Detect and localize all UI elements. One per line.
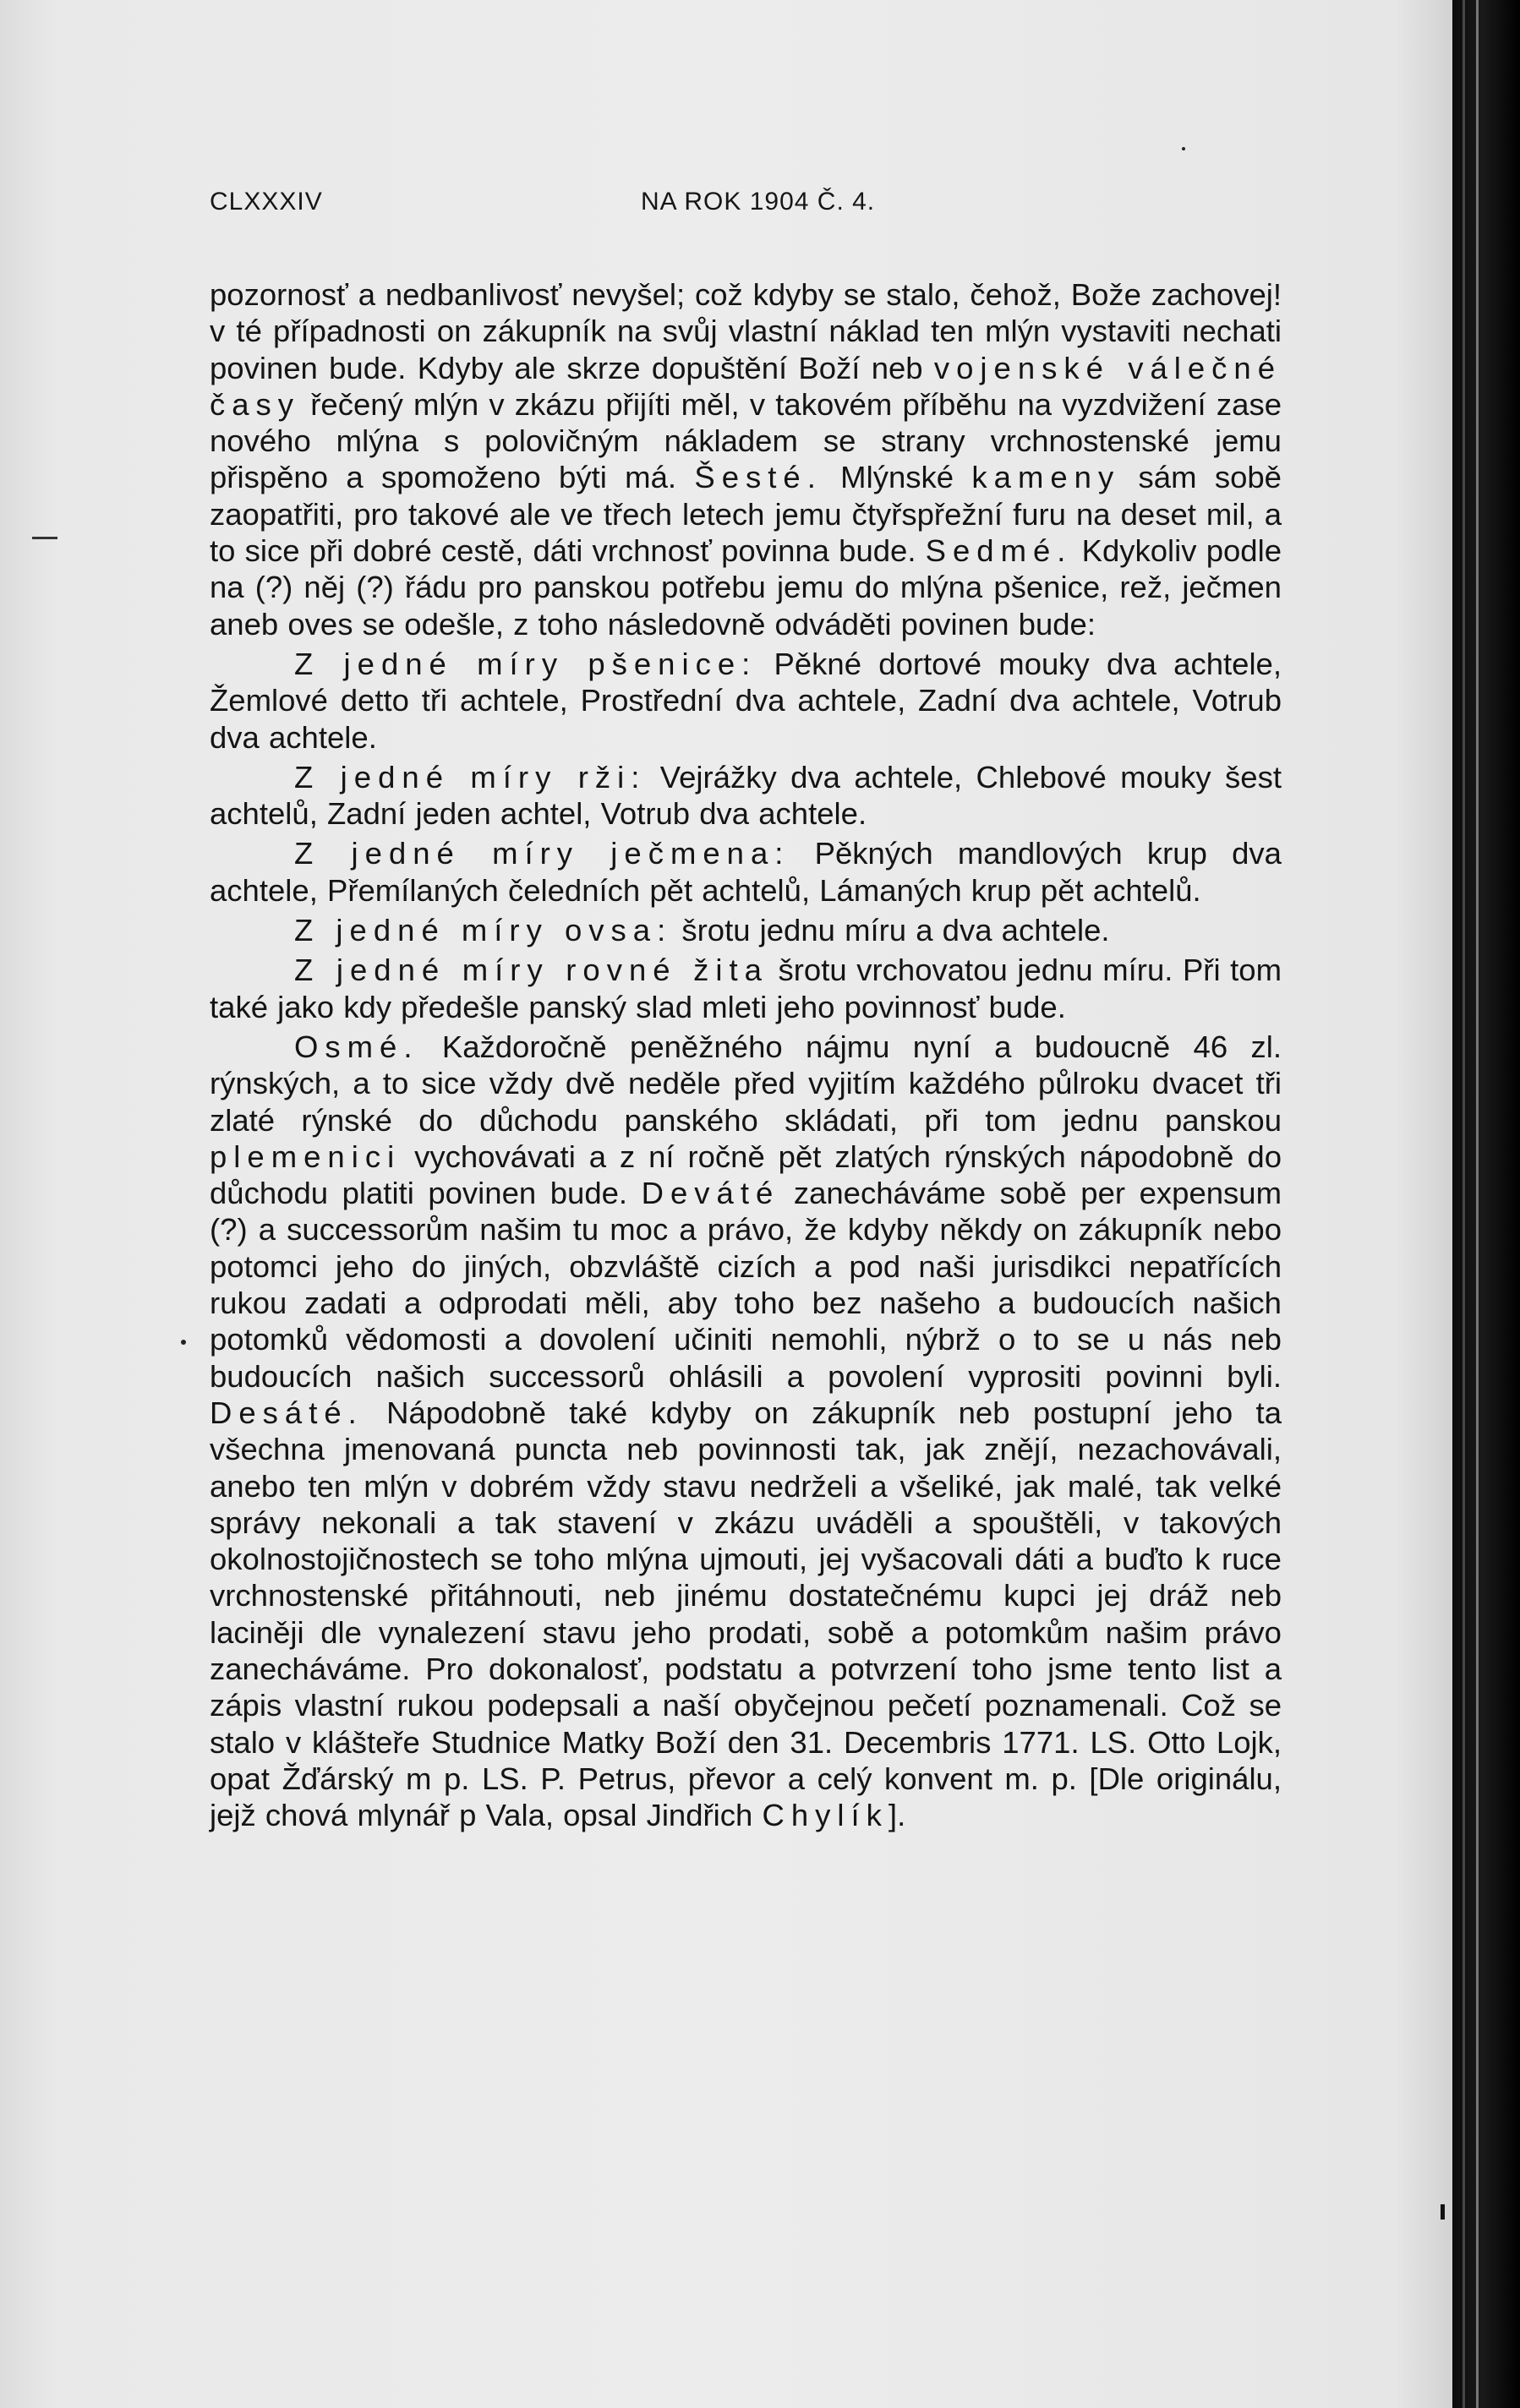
paragraph [210, 646, 1282, 756]
spaced-emphasis: Z jedné míry rovné žita [294, 953, 768, 988]
spaced-emphasis: Desáté. [210, 1395, 364, 1430]
paragraph [210, 276, 1282, 642]
paragraph [210, 759, 1282, 833]
spaced-emphasis: kameny [971, 460, 1121, 495]
text-run: řečený mlýn v zkázu přijíti měl, v takovém příběhu na vyzdvižení zase nového mlýna s polovičným nákladem se strany vrchnostenské jemu přispěno a spomoženo býti má. [210, 386, 1282, 495]
margin-mark [1441, 2204, 1445, 2220]
page-number: CLXXXIV [210, 188, 323, 216]
spaced-emphasis: Z jedné míry rži: [294, 759, 647, 794]
text-run: Vejrážky dva achtele, Chlebové mouky šest achtelů, Zadní jeden achtel, Votrub dva achtele. [210, 759, 1282, 832]
header-title: NA ROK 1904 Č. 4. [641, 188, 876, 216]
spaced-emphasis: Osmé. [294, 1029, 419, 1064]
paragraph [210, 835, 1282, 909]
running-header [210, 188, 1282, 221]
spaced-emphasis: Chylík [762, 1798, 888, 1833]
text-run: zanecháváme sobě per expensum (?) a successorům našim tu moc a právo, že kdyby někdy on zákupník nebo potomci jeho do jiných, obzvláště cizích a pod naši jurisdikci nepatřících rukou zadati a odprodati měli, aby toho bez našeho a budoucích našich potomků vědomosti a dovolení učiniti nemohli, nýbrž o to se u nás neb budoucích našich successorů ohlásili a povolení vyprositi povinni byli. [210, 1176, 1282, 1394]
text-run: šrotu jednu míru a dva achtele. [672, 913, 1110, 948]
text-run: vychovávati a z ní ročně pět zlatých rýnských nápodobně do důchodu platiti povinen bude. [210, 1138, 1282, 1211]
paragraph [210, 912, 1282, 948]
text-run: Kdykoliv podle na (?) něj (?) řádu pro panskou potřebu jemu do mlýna pšenice, rež, ječmen aneb oves se odešle, z toho následovně odváděti povinen bude: [210, 533, 1282, 642]
spaced-emphasis: Deváté [641, 1176, 780, 1211]
margin-mark [181, 1340, 186, 1345]
paragraph [210, 952, 1282, 1025]
margin-mark [32, 537, 57, 539]
spaced-emphasis: Z jedné míry ovsa: [294, 913, 673, 948]
spaced-emphasis: plemenici [210, 1138, 402, 1174]
text-run: ]. [888, 1798, 906, 1833]
text-run: Každoročně peněžného nájmu nyní a budoucně 46 zl. rýnských, a to sice vždy dvě neděle před vyjitím každého půlroku dvacet tři zlaté rýnské do důchodu panského skládati, při tom jednu panskou [210, 1029, 1282, 1138]
spaced-emphasis: Sedmé. [925, 533, 1073, 569]
spaced-emphasis: Z jedné míry ječmena: [294, 836, 790, 871]
text-run: Mlýnské [822, 460, 972, 495]
spaced-emphasis: Z jedné míry pšenice: [294, 646, 757, 681]
spaced-emphasis: vojenské válečné časy [210, 350, 1282, 422]
body-text [210, 276, 1282, 1833]
paragraph [210, 1029, 1282, 1834]
margin-mark [1182, 147, 1185, 150]
text-run: sám sobě zaopatřiti, pro takové ale ve třech letech jemu čtyřspřežní furu na deset mil, a to sice při dobré cestě, dáti vrchnosť povinna bude. [210, 460, 1282, 569]
text-run: Pěkných mandlových krup dva achtele, Přemílaných čeledních pět achtelů, Lámaných krup pět achtelů. [210, 836, 1282, 908]
text-run: Pěkné dortové mouky dva achtele, Žemlové detto tři achtele, Prostřední dva achtele, Zadní dva achtele, Votrub dva achtele. [210, 646, 1282, 755]
binding-edge [1452, 0, 1520, 2408]
text-run: Nápodobně také kdyby on zákupník neb postupní jeho ta všechna jmenovaná puncta neb povinnosti tak, jak znějí, nezachovávali, anebo ten mlýn v dobrém vždy stavu nedrželi a všeliké, jak malé, tak velké správy nekonali a tak stavení v zkázu uváděli a spouštěli, v takových okolnostojičnostech se toho mlýna ujmouti, jej vyšacovali dáti a buďto k ruce vrchnostenské přitáhnouti, neb jinému dostatečnému kupci jej dráž neb laciněji dle vynalezení stavu jeho prodati, sobě a potomkům našim právo zanecháváme. Pro dokonalosť, podstatu a potvrzení toho jsme tento list a zápis vlastní rukou podepsali a naší obyčejnou pečetí poznamenali. Což se stalo v klášteře Studnice Matky Boží den 31. Decembris 1771. LS. Otto Lojk, opat Žďárský m p. LS. P. Petrus, převor a celý konvent m. p. [Dle originálu, jejž chová mlynář p Vala, opsal Jindřich [210, 1395, 1282, 1833]
text-run: šrotu vrchovatou jednu míru. Při tom také jako kdy předešle panský slad mleti jeho povinnosť bude. [210, 953, 1282, 1024]
text-run: pozornosť a nedbanlivosť nevyšel; což kdyby se stalo, čehož, Bože zachovej! v té případnosti on zákupník na svůj vlastní náklad ten mlýn vystaviti nechati povinen bude. Kdyby ale skrze dopuštění Boží neb [210, 277, 1282, 385]
spaced-emphasis: Šesté. [694, 460, 823, 495]
